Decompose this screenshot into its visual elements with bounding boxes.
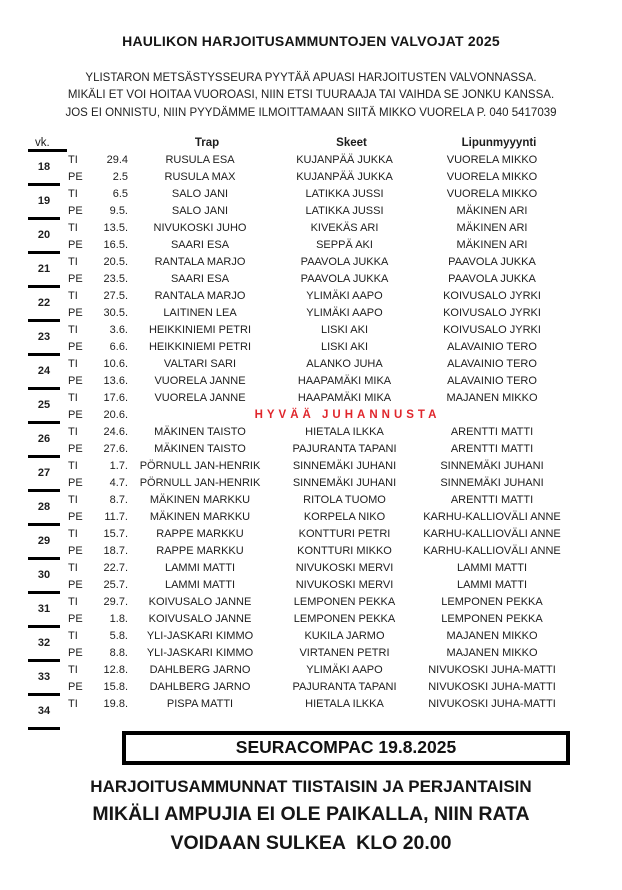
schedule-row: [66, 339, 594, 356]
week-number: 33: [28, 662, 60, 696]
skeet-supervisor-name: SINNEMÄKI JUHANI: [292, 477, 397, 490]
schedule-row: [66, 169, 594, 186]
schedule-row: [66, 696, 594, 713]
week-rows: [66, 560, 594, 594]
trap-supervisor-name: HEIKKINIEMI PETRI: [148, 341, 252, 354]
ticket-seller-name: MAJANEN MIKKO: [446, 392, 538, 405]
trap-supervisor-name: SALO JANI: [171, 188, 229, 201]
date-label: 16.5.: [103, 239, 128, 252]
week-number: 22: [28, 288, 60, 322]
trap-supervisor-name: MÄKINEN MARKKU: [149, 494, 251, 507]
week-group: [28, 662, 594, 696]
week-group: [28, 492, 594, 526]
date-label: 15.8.: [103, 681, 128, 694]
week-number: 32: [28, 628, 60, 662]
day-label: PE: [68, 341, 83, 354]
ticket-seller-name: MAJANEN MIKKO: [446, 647, 538, 660]
ticket-seller-name: ARENTTI MATTI: [450, 494, 534, 507]
trap-supervisor-name: VUORELA JANNE: [154, 375, 246, 388]
holiday-note: HYVÄÄ JUHANNUSTA: [254, 409, 441, 422]
date-label: 20.5.: [103, 256, 128, 269]
trap-supervisor-name: LAMMI MATTI: [164, 579, 236, 592]
trap-supervisor-name: RAPPE MARKKU: [156, 528, 244, 541]
trap-supervisor-name: VALTARI SARI: [163, 358, 237, 371]
skeet-supervisor-name: KONTTURI MIKKO: [297, 545, 392, 558]
schedule-row: [66, 390, 594, 407]
schedule-row: [66, 186, 594, 203]
schedule-row: [66, 628, 594, 645]
ticket-seller-name: MÄKINEN ARI: [456, 239, 528, 252]
schedule-row: [66, 526, 594, 543]
trap-supervisor-name: HEIKKINIEMI PETRI: [148, 324, 252, 337]
skeet-supervisor-name: KONTTURI PETRI: [298, 528, 391, 541]
trap-supervisor-name: LAMMI MATTI: [164, 562, 236, 575]
day-label: PE: [68, 307, 83, 320]
week-group: [28, 220, 594, 254]
day-label: TI: [68, 358, 78, 371]
week-rows: [66, 594, 594, 628]
date-label: 24.6.: [103, 426, 128, 439]
footer-line-2: MIKÄLI AMPUJIA EI OLE PAIKALLA, NIIN RATA: [92, 802, 530, 825]
schedule-row: [66, 560, 594, 577]
trap-supervisor-name: RUSULA MAX: [164, 171, 236, 184]
week-number: 31: [28, 594, 60, 628]
week-number: 23: [28, 322, 60, 356]
trap-supervisor-name: SALO JANI: [171, 205, 229, 218]
schedule-table: [28, 135, 594, 730]
date-label: 15.7.: [103, 528, 128, 541]
date-label: 27.6.: [103, 443, 128, 456]
week-group: [28, 628, 594, 662]
day-label: TI: [68, 630, 78, 643]
date-label: 30.5.: [103, 307, 128, 320]
week-number: 29: [28, 526, 60, 560]
date-label: 6.6.: [109, 341, 128, 354]
ticket-seller-name: ALAVAINIO TERO: [447, 341, 537, 354]
week-number: 34: [28, 696, 60, 730]
intro-line-3: JOS EI ONNISTU, NIIN PYYDÄMME ILMOITTAMAAN SIITÄ MIKKO VUORELA P. 040 5417039: [65, 106, 557, 119]
trap-supervisor-name: KOIVUSALO JANNE: [148, 596, 252, 609]
ticket-seller-name: NIVUKOSKI JUHA-MATTI: [428, 664, 556, 677]
week-rows: [66, 186, 594, 220]
trap-column-header: Trap: [194, 137, 220, 150]
document-page: [0, 33, 622, 890]
week-rows: [66, 322, 594, 356]
trap-supervisor-name: YLI-JASKARI KIMMO: [146, 630, 254, 643]
trap-supervisor-name: YLI-JASKARI KIMMO: [146, 647, 254, 660]
week-column-header: vk.: [28, 135, 67, 152]
skeet-column-header: Skeet: [336, 137, 367, 150]
week-rows: [66, 288, 594, 322]
skeet-supervisor-name: ALANKO JUHA: [306, 358, 383, 371]
trap-supervisor-name: KOIVUSALO JANNE: [148, 613, 252, 626]
skeet-supervisor-name: YLIMÄKI AAPO: [306, 290, 383, 303]
skeet-supervisor-name: NIVUKOSKI MERVI: [295, 579, 394, 592]
week-rows: [66, 424, 594, 458]
skeet-supervisor-name: LATIKKA JUSSI: [305, 205, 384, 218]
trap-supervisor-name: SAARI ESA: [170, 273, 230, 286]
ticket-seller-name: PAAVOLA JUKKA: [448, 256, 536, 269]
week-number: 19: [28, 186, 60, 220]
ticket-seller-name: KOIVUSALO JYRKI: [443, 307, 541, 320]
schedule-row: [66, 594, 594, 611]
ticket-seller-name: LEMPONEN PEKKA: [441, 613, 543, 626]
skeet-supervisor-name: HAAPAMÄKI MIKA: [297, 392, 392, 405]
date-label: 3.6.: [109, 324, 128, 337]
date-label: 4.7.: [109, 477, 128, 490]
day-label: TI: [68, 154, 78, 167]
day-label: TI: [68, 698, 78, 711]
week-number: 26: [28, 424, 60, 458]
skeet-supervisor-name: LATIKKA JUSSI: [305, 188, 384, 201]
week-group: [28, 696, 594, 730]
day-label: TI: [68, 222, 78, 235]
day-label: PE: [68, 205, 83, 218]
date-label: 17.6.: [103, 392, 128, 405]
day-label: PE: [68, 545, 83, 558]
ticket-seller-name: MÄKINEN ARI: [456, 205, 528, 218]
trap-supervisor-name: MÄKINEN MARKKU: [149, 511, 251, 524]
day-label: PE: [68, 171, 83, 184]
date-label: 1.7.: [109, 460, 128, 473]
day-label: PE: [68, 273, 83, 286]
ticket-seller-name: KOIVUSALO JYRKI: [443, 324, 541, 337]
intro-paragraph: [0, 70, 622, 122]
schedule-row: [66, 509, 594, 526]
date-label: 29.4: [106, 154, 128, 167]
date-label: 18.7.: [103, 545, 128, 558]
page-title: HAULIKON HARJOITUSAMMUNTOJEN VALVOJAT 2025: [122, 33, 500, 49]
day-label: TI: [68, 460, 78, 473]
day-label: PE: [68, 647, 83, 660]
week-group: [28, 186, 594, 220]
trap-supervisor-name: LAITINEN LEA: [163, 307, 237, 320]
skeet-supervisor-name: LISKI AKI: [320, 324, 369, 337]
week-group: [28, 390, 594, 424]
date-label: 27.5.: [103, 290, 128, 303]
week-group: [28, 526, 594, 560]
trap-supervisor-name: PISPA MATTI: [166, 698, 234, 711]
footer-line-3: VOIDAAN SULKEA KLO 20.00: [170, 831, 452, 854]
trap-supervisor-name: MÄKINEN TAISTO: [154, 426, 246, 439]
week-group: [28, 322, 594, 356]
date-label: 11.7.: [104, 511, 128, 524]
week-number: 20: [28, 220, 60, 254]
week-rows: [66, 696, 594, 730]
week-group: [28, 424, 594, 458]
date-label: 8.8.: [109, 647, 128, 660]
week-rows: [66, 356, 594, 390]
trap-supervisor-name: RANTALA MARJO: [154, 256, 246, 269]
trap-supervisor-name: DAHLBERG JARNO: [149, 681, 251, 694]
week-group: [28, 288, 594, 322]
skeet-supervisor-name: RITOLA TUOMO: [303, 494, 386, 507]
ticket-seller-name: KARHU-KALLIOVÄLI ANNE: [423, 528, 561, 541]
week-group: [28, 254, 594, 288]
date-label: 1.8.: [109, 613, 128, 626]
day-label: TI: [68, 324, 78, 337]
ticket-seller-name: ARENTTI MATTI: [450, 426, 534, 439]
date-label: 22.7.: [103, 562, 128, 575]
day-label: TI: [68, 290, 78, 303]
skeet-supervisor-name: SINNEMÄKI JUHANI: [292, 460, 397, 473]
ticket-seller-name: KARHU-KALLIOVÄLI ANNE: [423, 511, 561, 524]
skeet-supervisor-name: LEMPONEN PEKKA: [293, 613, 396, 626]
trap-supervisor-name: MÄKINEN TAISTO: [154, 443, 246, 456]
date-label: 19.8.: [103, 698, 128, 711]
skeet-supervisor-name: NIVUKOSKI MERVI: [295, 562, 394, 575]
week-rows: [66, 662, 594, 696]
ticket-seller-name: VUORELA MIKKO: [446, 154, 538, 167]
day-label: PE: [68, 375, 83, 388]
schedule-row: [66, 271, 594, 288]
schedule-row: [66, 441, 594, 458]
week-number: 27: [28, 458, 60, 492]
skeet-supervisor-name: KUKILA JARMO: [304, 630, 385, 643]
trap-supervisor-name: DAHLBERG JARNO: [149, 664, 251, 677]
skeet-supervisor-name: YLIMÄKI AAPO: [306, 307, 383, 320]
day-label: PE: [68, 443, 83, 456]
day-label: PE: [68, 511, 83, 524]
date-label: 12.8.: [103, 664, 128, 677]
schedule-row: [66, 152, 594, 169]
day-label: TI: [68, 188, 78, 201]
week-number: 18: [28, 152, 60, 186]
column-headers: [73, 135, 594, 152]
schedule-row: [66, 322, 594, 339]
intro-line-1: YLISTARON METSÄSTYSSEURA PYYTÄÄ APUASI HARJOITUSTEN VALVONNASSA.: [85, 72, 537, 84]
schedule-row: [66, 407, 594, 424]
date-label: 9.5.: [109, 205, 128, 218]
day-label: TI: [68, 664, 78, 677]
ticket-seller-name: MAJANEN MIKKO: [446, 630, 538, 643]
week-number: 28: [28, 492, 60, 526]
week-group: [28, 356, 594, 390]
skeet-supervisor-name: HIETALA ILKKA: [305, 426, 384, 439]
week-rows: [66, 220, 594, 254]
ticket-seller-name: KOIVUSALO JYRKI: [443, 290, 541, 303]
skeet-supervisor-name: KUJANPÄÄ JUKKA: [296, 171, 393, 184]
trap-supervisor-name: NIVUKOSKI JUHO: [153, 222, 247, 235]
week-number: 30: [28, 560, 60, 594]
skeet-supervisor-name: KORPELA NIKO: [303, 511, 386, 524]
date-label: 2.5: [112, 171, 128, 184]
day-label: PE: [68, 681, 83, 694]
date-label: 10.6.: [103, 358, 128, 371]
day-label: PE: [68, 239, 83, 252]
skeet-supervisor-name: KIVEKÄS ARI: [310, 222, 379, 235]
skeet-supervisor-name: SEPPÄ AKI: [316, 239, 373, 252]
schedule-row: [66, 543, 594, 560]
day-label: PE: [68, 409, 83, 422]
schedule-row: [66, 577, 594, 594]
date-label: 13.6.: [103, 375, 128, 388]
seuracompac-banner: SEURACOMPAC 19.8.2025: [122, 731, 570, 765]
footer-line-1: HARJOITUSAMMUNNAT TIISTAISIN JA PERJANTAISIN: [90, 776, 532, 796]
date-label: 20.6.: [103, 409, 128, 422]
ticket-seller-name: NIVUKOSKI JUHA-MATTI: [428, 681, 556, 694]
schedule-table-body: [28, 152, 594, 730]
ticket-seller-name: MÄKINEN ARI: [456, 222, 528, 235]
schedule-row: [66, 645, 594, 662]
week-number: 21: [28, 254, 60, 288]
date-label: 25.7.: [103, 579, 128, 592]
ticket-seller-name: LEMPONEN PEKKA: [441, 596, 543, 609]
day-label: TI: [68, 596, 78, 609]
ticket-seller-name: SINNEMÄKI JUHANI: [440, 477, 544, 490]
table-header-row: [28, 135, 594, 152]
week-rows: [66, 458, 594, 492]
day-label: TI: [68, 494, 78, 507]
day-label: PE: [68, 477, 83, 490]
schedule-row: [66, 492, 594, 509]
ticket-seller-name: PAAVOLA JUKKA: [448, 273, 536, 286]
ticket-seller-name: KARHU-KALLIOVÄLI ANNE: [423, 545, 561, 558]
trap-supervisor-name: PÖRNULL JAN-HENRIK: [139, 477, 261, 490]
trap-supervisor-name: RUSULA ESA: [165, 154, 235, 167]
day-label: PE: [68, 579, 83, 592]
ticket-seller-name: ALAVAINIO TERO: [447, 375, 537, 388]
trap-supervisor-name: PÖRNULL JAN-HENRIK: [139, 460, 261, 473]
skeet-supervisor-name: LISKI AKI: [320, 341, 369, 354]
skeet-supervisor-name: PAAVOLA JUKKA: [300, 273, 389, 286]
week-group: [28, 458, 594, 492]
week-group: [28, 594, 594, 628]
day-label: TI: [68, 528, 78, 541]
date-label: 13.5.: [103, 222, 128, 235]
week-group: [28, 152, 594, 186]
schedule-row: [66, 288, 594, 305]
ticket-seller-name: LAMMI MATTI: [456, 579, 528, 592]
skeet-supervisor-name: VIRTANEN PETRI: [299, 647, 390, 660]
ticket-seller-name: SINNEMÄKI JUHANI: [440, 460, 544, 473]
schedule-row: [66, 611, 594, 628]
week-rows: [66, 492, 594, 526]
date-label: 29.7.: [103, 596, 128, 609]
intro-line-2: MIKÄLI ET VOI HOITAA VUOROASI, NIIN ETSI TUURAAJA TAI VAIHDA SE JONKU KANSSA.: [67, 89, 555, 102]
week-number: 25: [28, 390, 60, 424]
footer-notice: [0, 773, 622, 858]
schedule-row: [66, 679, 594, 696]
trap-supervisor-name: RAPPE MARKKU: [156, 545, 244, 558]
schedule-row: [66, 458, 594, 475]
day-label: TI: [68, 392, 78, 405]
tickets-column-header: Lipunmyyynti: [461, 137, 537, 150]
ticket-seller-name: ALAVAINIO TERO: [447, 358, 537, 371]
skeet-supervisor-name: PAJURANTA TAPANI: [292, 681, 397, 694]
schedule-row: [66, 424, 594, 441]
schedule-row: [66, 237, 594, 254]
schedule-row: [66, 305, 594, 322]
day-label: PE: [68, 613, 83, 626]
schedule-row: [66, 203, 594, 220]
date-label: 23.5.: [103, 273, 128, 286]
skeet-supervisor-name: KUJANPÄÄ JUKKA: [296, 154, 393, 167]
week-rows: [66, 526, 594, 560]
ticket-seller-name: VUORELA MIKKO: [446, 171, 538, 184]
week-rows: [66, 254, 594, 288]
schedule-row: [66, 356, 594, 373]
date-label: 5.8.: [109, 630, 128, 643]
skeet-supervisor-name: HIETALA ILKKA: [305, 698, 384, 711]
ticket-seller-name: LAMMI MATTI: [456, 562, 528, 575]
date-label: 8.7.: [109, 494, 128, 507]
ticket-seller-name: ARENTTI MATTI: [450, 443, 534, 456]
ticket-seller-name: VUORELA MIKKO: [446, 188, 538, 201]
week-number: 24: [28, 356, 60, 390]
trap-supervisor-name: VUORELA JANNE: [154, 392, 246, 405]
skeet-supervisor-name: LEMPONEN PEKKA: [293, 596, 396, 609]
schedule-row: [66, 662, 594, 679]
week-rows: [66, 152, 594, 186]
skeet-supervisor-name: HAAPAMÄKI MIKA: [297, 375, 392, 388]
skeet-supervisor-name: YLIMÄKI AAPO: [306, 664, 383, 677]
ticket-seller-name: NIVUKOSKI JUHA-MATTI: [428, 698, 556, 711]
week-group: [28, 560, 594, 594]
day-label: TI: [68, 426, 78, 439]
day-label: TI: [68, 562, 78, 575]
schedule-row: [66, 475, 594, 492]
trap-supervisor-name: RANTALA MARJO: [154, 290, 246, 303]
schedule-row: [66, 220, 594, 237]
skeet-supervisor-name: PAJURANTA TAPANI: [292, 443, 397, 456]
trap-supervisor-name: SAARI ESA: [170, 239, 230, 252]
schedule-row: [66, 254, 594, 271]
week-rows: [66, 390, 594, 424]
week-rows: [66, 628, 594, 662]
skeet-supervisor-name: PAAVOLA JUKKA: [300, 256, 389, 269]
day-label: TI: [68, 256, 78, 269]
date-label: 6.5: [112, 188, 128, 201]
schedule-row: [66, 373, 594, 390]
